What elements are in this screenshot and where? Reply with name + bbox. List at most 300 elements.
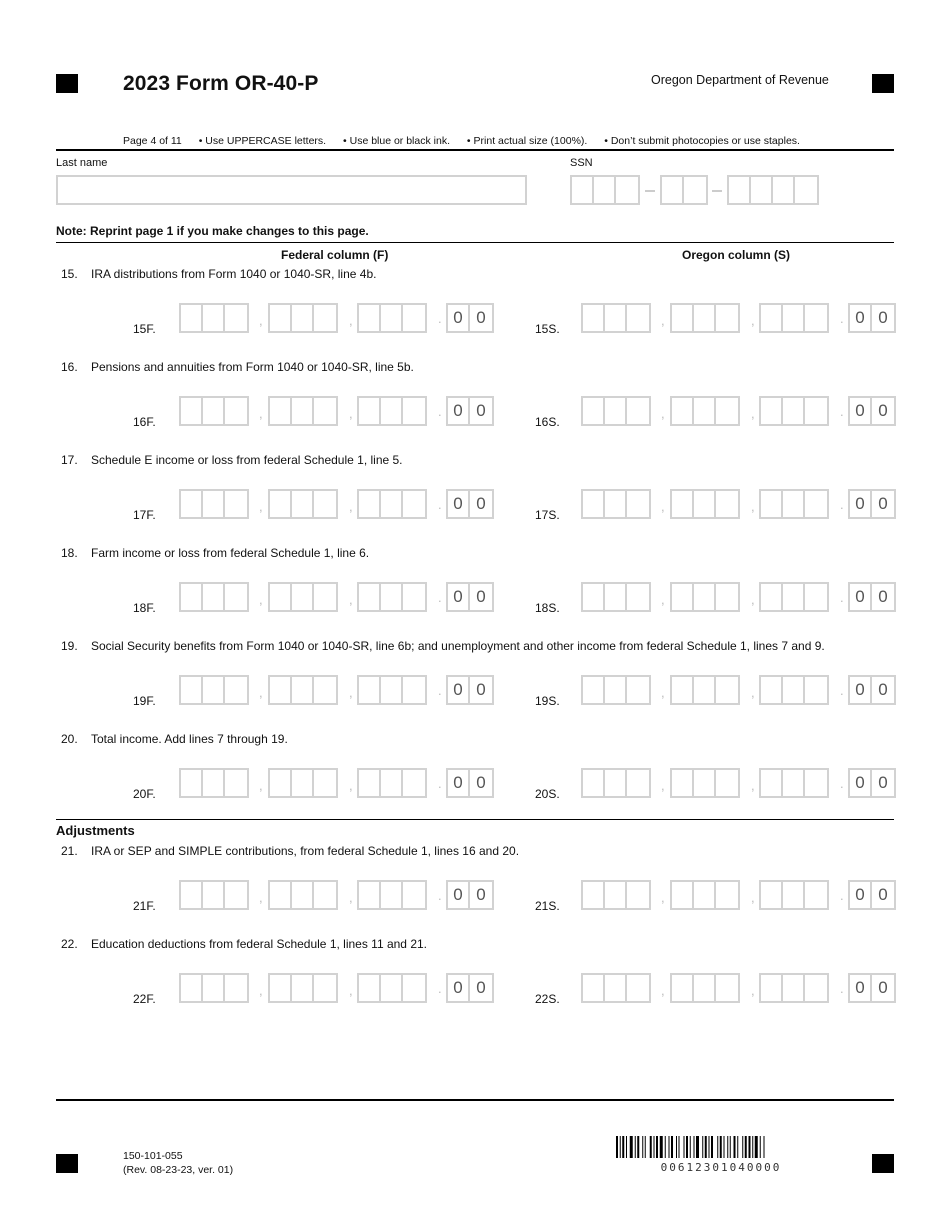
- barcode-bar: [686, 1136, 688, 1158]
- federal-amount-cents[interactable]: [446, 768, 494, 798]
- ssn-part-3[interactable]: [727, 175, 819, 205]
- barcode-bar: [745, 1136, 747, 1158]
- oregon-line-label: 16S.: [535, 415, 560, 429]
- digit-cell[interactable]: [583, 491, 605, 517]
- digit-cell[interactable]: [314, 770, 336, 796]
- oregon-amount-hundreds[interactable]: [759, 489, 829, 519]
- digit-cell[interactable]: [694, 398, 716, 424]
- digit-cell[interactable]: [684, 177, 706, 203]
- digit-cell[interactable]: [783, 882, 805, 908]
- digit-cell[interactable]: [605, 584, 627, 610]
- digit-cell[interactable]: [359, 882, 381, 908]
- federal-amount-millions[interactable]: [179, 768, 249, 798]
- decimal-point: .: [438, 311, 442, 326]
- oregon-amount-millions[interactable]: [581, 880, 651, 910]
- digit-cell[interactable]: 0: [850, 584, 872, 610]
- digit-cell[interactable]: 0: [448, 305, 470, 331]
- digit-cell[interactable]: [805, 305, 827, 331]
- digit-cell[interactable]: [805, 398, 827, 424]
- federal-line-label: 16F.: [133, 415, 156, 429]
- digit-cell[interactable]: [583, 975, 605, 1001]
- federal-amount-cents[interactable]: [446, 489, 494, 519]
- digit-cell[interactable]: [181, 491, 203, 517]
- digit-cell[interactable]: 0: [878, 773, 888, 792]
- digit-cell[interactable]: [181, 584, 203, 610]
- federal-amount-thousands[interactable]: [268, 768, 338, 798]
- federal-amount-cents[interactable]: [446, 675, 494, 705]
- digit-cell[interactable]: [694, 305, 716, 331]
- digit-cell[interactable]: [716, 398, 738, 424]
- digit-cell[interactable]: [605, 491, 627, 517]
- digit-cell[interactable]: [181, 305, 203, 331]
- digit-cell[interactable]: [381, 491, 403, 517]
- digit-cell[interactable]: [225, 882, 247, 908]
- digit-cell[interactable]: [359, 398, 381, 424]
- last-name-input[interactable]: [56, 175, 527, 205]
- digit-cell[interactable]: [783, 491, 805, 517]
- digit-cell[interactable]: [381, 584, 403, 610]
- digit-cell[interactable]: [292, 305, 314, 331]
- oregon-amount-thousands[interactable]: [670, 582, 740, 612]
- digit-cell[interactable]: [605, 975, 627, 1001]
- thousands-separator: ,: [349, 983, 353, 998]
- oregon-amount-cents[interactable]: [848, 303, 896, 333]
- barcode-bar: [669, 1136, 670, 1158]
- digit-cell[interactable]: [783, 975, 805, 1001]
- digit-cell[interactable]: 0: [850, 975, 872, 1001]
- decimal-point: .: [840, 404, 844, 419]
- oregon-line-label: 17S.: [535, 508, 560, 522]
- digit-cell[interactable]: [672, 770, 694, 796]
- ssn-part-1[interactable]: [570, 175, 640, 205]
- digit-cell[interactable]: [381, 398, 403, 424]
- oregon-amount-millions[interactable]: [581, 768, 651, 798]
- oregon-amount-thousands[interactable]: [670, 675, 740, 705]
- digit-cell[interactable]: [359, 677, 381, 703]
- digit-cell[interactable]: [627, 770, 649, 796]
- digit-cell[interactable]: 0: [476, 885, 486, 904]
- oregon-amount-cents[interactable]: [848, 396, 896, 426]
- oregon-amount-hundreds[interactable]: [759, 396, 829, 426]
- line-description: [61, 546, 369, 560]
- digit-cell[interactable]: [225, 305, 247, 331]
- barcode-bar: [660, 1136, 663, 1158]
- digit-cell[interactable]: [203, 975, 225, 1001]
- oregon-amount-thousands[interactable]: [670, 396, 740, 426]
- barcode-bar: [656, 1136, 658, 1158]
- barcode-bar: [755, 1136, 758, 1158]
- oregon-amount-hundreds[interactable]: [759, 880, 829, 910]
- digit-cell[interactable]: [314, 882, 336, 908]
- digit-cell[interactable]: [203, 677, 225, 703]
- digit-cell[interactable]: 0: [850, 882, 872, 908]
- digit-cell[interactable]: [292, 398, 314, 424]
- digit-cell[interactable]: [314, 491, 336, 517]
- thousands-separator: ,: [751, 890, 755, 905]
- barcode-bar: [717, 1136, 718, 1158]
- digit-cell[interactable]: 0: [878, 308, 888, 327]
- federal-amount-hundreds[interactable]: [357, 880, 427, 910]
- digit-cell[interactable]: [225, 677, 247, 703]
- digit-cell[interactable]: [270, 305, 292, 331]
- digit-cell[interactable]: [662, 177, 684, 203]
- barcode-bar: [727, 1136, 728, 1158]
- digit-cell[interactable]: [583, 677, 605, 703]
- registration-mark-bottom-right: [872, 1154, 894, 1173]
- oregon-amount-hundreds[interactable]: [759, 303, 829, 333]
- digit-cell[interactable]: [761, 677, 783, 703]
- digit-cell[interactable]: [270, 677, 292, 703]
- digit-cell[interactable]: [805, 770, 827, 796]
- digit-cell[interactable]: [403, 305, 425, 331]
- digit-cell[interactable]: [694, 770, 716, 796]
- digit-cell[interactable]: [605, 305, 627, 331]
- oregon-amount-hundreds[interactable]: [759, 582, 829, 612]
- digit-cell[interactable]: [403, 770, 425, 796]
- digit-cell[interactable]: [716, 491, 738, 517]
- digit-cell[interactable]: [359, 305, 381, 331]
- oregon-amount-thousands[interactable]: [670, 303, 740, 333]
- digit-cell[interactable]: [225, 584, 247, 610]
- thousands-separator: ,: [259, 499, 263, 514]
- digit-cell[interactable]: [605, 882, 627, 908]
- oregon-amount-cents[interactable]: [848, 880, 896, 910]
- digit-cell[interactable]: [292, 882, 314, 908]
- digit-cell[interactable]: [381, 305, 403, 331]
- digit-cell[interactable]: [292, 491, 314, 517]
- digit-cell[interactable]: [292, 770, 314, 796]
- digit-cell[interactable]: [594, 177, 616, 203]
- digit-cell[interactable]: [716, 882, 738, 908]
- digit-cell[interactable]: 0: [850, 677, 872, 703]
- federal-amount-cents[interactable]: [446, 582, 494, 612]
- oregon-line-label: 20S.: [535, 787, 560, 801]
- digit-cell[interactable]: [761, 305, 783, 331]
- line-number: 17.: [61, 453, 78, 467]
- digit-cell[interactable]: [381, 770, 403, 796]
- federal-amount-cents[interactable]: [446, 396, 494, 426]
- digit-cell[interactable]: [716, 584, 738, 610]
- federal-amount-hundreds[interactable]: [357, 582, 427, 612]
- federal-amount-hundreds[interactable]: [357, 303, 427, 333]
- digit-cell[interactable]: [805, 882, 827, 908]
- digit-cell[interactable]: [672, 398, 694, 424]
- digit-cell[interactable]: [181, 677, 203, 703]
- oregon-line-label: 15S.: [535, 322, 560, 336]
- digit-cell[interactable]: 0: [878, 401, 888, 420]
- digit-cell[interactable]: [225, 491, 247, 517]
- digit-cell[interactable]: [627, 584, 649, 610]
- digit-cell[interactable]: [359, 491, 381, 517]
- federal-line-label: 22F.: [133, 992, 156, 1006]
- federal-amount-thousands[interactable]: [268, 396, 338, 426]
- thousands-separator: ,: [661, 592, 665, 607]
- digit-cell[interactable]: [729, 177, 751, 203]
- line-description: [61, 267, 376, 281]
- digit-cell[interactable]: [627, 305, 649, 331]
- digit-cell[interactable]: [761, 398, 783, 424]
- federal-amount-cents[interactable]: [446, 303, 494, 333]
- federal-line-label: 21F.: [133, 899, 156, 913]
- federal-amount-thousands[interactable]: [268, 973, 338, 1003]
- digit-cell[interactable]: [572, 177, 594, 203]
- digit-cell[interactable]: [270, 584, 292, 610]
- federal-amount-thousands[interactable]: [268, 489, 338, 519]
- digit-cell[interactable]: [583, 305, 605, 331]
- digit-cell[interactable]: [583, 882, 605, 908]
- digit-cell[interactable]: [605, 677, 627, 703]
- digit-cell[interactable]: 0: [878, 680, 888, 699]
- digit-cell[interactable]: [381, 975, 403, 1001]
- oregon-amount-thousands[interactable]: [670, 489, 740, 519]
- digit-cell[interactable]: [761, 975, 783, 1001]
- digit-cell[interactable]: [694, 584, 716, 610]
- digit-cell[interactable]: [761, 770, 783, 796]
- digit-cell[interactable]: [694, 975, 716, 1001]
- digit-cell[interactable]: [203, 882, 225, 908]
- federal-amount-millions[interactable]: [179, 973, 249, 1003]
- digit-cell[interactable]: [314, 677, 336, 703]
- digit-cell[interactable]: 0: [476, 587, 486, 606]
- digit-cell[interactable]: 0: [448, 398, 470, 424]
- digit-cell[interactable]: [773, 177, 795, 203]
- barcode-bar: [705, 1136, 707, 1158]
- federal-line-label: 17F.: [133, 508, 156, 522]
- digit-cell[interactable]: [292, 677, 314, 703]
- barcode-bar: [622, 1136, 624, 1158]
- digit-cell[interactable]: [203, 398, 225, 424]
- digit-cell[interactable]: [672, 677, 694, 703]
- barcode-bar: [752, 1136, 753, 1158]
- digit-cell[interactable]: [203, 305, 225, 331]
- oregon-amount-cents[interactable]: [848, 973, 896, 1003]
- line-number: 15.: [61, 267, 78, 281]
- digit-cell[interactable]: [627, 398, 649, 424]
- digit-cell[interactable]: [583, 584, 605, 610]
- digit-cell[interactable]: [672, 882, 694, 908]
- digit-cell[interactable]: [359, 584, 381, 610]
- oregon-amount-millions[interactable]: [581, 303, 651, 333]
- digit-cell[interactable]: [359, 770, 381, 796]
- federal-amount-cents[interactable]: [446, 973, 494, 1003]
- digit-cell[interactable]: [761, 491, 783, 517]
- line-text: Education deductions from federal Schedule 1, lines 11 and 21.: [91, 937, 427, 951]
- digit-cell[interactable]: [181, 882, 203, 908]
- digit-cell[interactable]: [403, 975, 425, 1001]
- digit-cell[interactable]: [627, 882, 649, 908]
- digit-cell[interactable]: [783, 305, 805, 331]
- barcode-number: 00612301040000: [660, 1161, 782, 1174]
- digit-cell[interactable]: [783, 398, 805, 424]
- federal-amount-thousands[interactable]: [268, 582, 338, 612]
- instructions-bar: [123, 135, 814, 147]
- digit-cell[interactable]: [672, 584, 694, 610]
- digit-cell[interactable]: [403, 398, 425, 424]
- digit-cell[interactable]: [783, 677, 805, 703]
- digit-cell[interactable]: 0: [878, 978, 888, 997]
- digit-cell[interactable]: [403, 677, 425, 703]
- oregon-amount-millions[interactable]: [581, 396, 651, 426]
- digit-cell[interactable]: [795, 177, 817, 203]
- oregon-amount-cents[interactable]: [848, 675, 896, 705]
- line-description: [61, 453, 403, 467]
- digit-cell[interactable]: [716, 305, 738, 331]
- federal-amount-thousands[interactable]: [268, 303, 338, 333]
- digit-cell[interactable]: [403, 584, 425, 610]
- federal-amount-thousands[interactable]: [268, 675, 338, 705]
- agency-name: Oregon Department of Revenue: [651, 73, 829, 87]
- digit-cell[interactable]: [181, 398, 203, 424]
- digit-cell[interactable]: [381, 677, 403, 703]
- digit-cell[interactable]: 0: [878, 494, 888, 513]
- federal-amount-millions[interactable]: [179, 396, 249, 426]
- federal-amount-hundreds[interactable]: [357, 973, 427, 1003]
- digit-cell[interactable]: [716, 770, 738, 796]
- oregon-amount-millions[interactable]: [581, 675, 651, 705]
- federal-amount-hundreds[interactable]: [357, 489, 427, 519]
- oregon-amount-hundreds[interactable]: [759, 675, 829, 705]
- digit-cell[interactable]: [403, 882, 425, 908]
- digit-cell[interactable]: [270, 882, 292, 908]
- digit-cell[interactable]: 0: [448, 491, 470, 517]
- digit-cell[interactable]: [225, 975, 247, 1001]
- digit-cell[interactable]: 0: [850, 398, 872, 424]
- barcode-bar: [665, 1136, 666, 1158]
- digit-cell[interactable]: 0: [476, 773, 486, 792]
- oregon-amount-hundreds[interactable]: [759, 973, 829, 1003]
- digit-cell[interactable]: [805, 677, 827, 703]
- digit-cell[interactable]: 0: [448, 770, 470, 796]
- federal-amount-thousands[interactable]: [268, 880, 338, 910]
- federal-amount-cents[interactable]: [446, 880, 494, 910]
- digit-cell[interactable]: [314, 975, 336, 1001]
- oregon-amount-thousands[interactable]: [670, 768, 740, 798]
- oregon-amount-thousands[interactable]: [670, 973, 740, 1003]
- federal-amount-millions[interactable]: [179, 675, 249, 705]
- digit-cell[interactable]: [605, 398, 627, 424]
- federal-amount-hundreds[interactable]: [357, 675, 427, 705]
- federal-amount-millions[interactable]: [179, 303, 249, 333]
- federal-amount-millions[interactable]: [179, 489, 249, 519]
- oregon-amount-millions[interactable]: [581, 489, 651, 519]
- digit-cell[interactable]: [627, 677, 649, 703]
- digit-cell[interactable]: [627, 491, 649, 517]
- digit-cell[interactable]: 0: [476, 680, 486, 699]
- digit-cell[interactable]: [805, 491, 827, 517]
- digit-cell[interactable]: [314, 398, 336, 424]
- digit-cell[interactable]: [225, 770, 247, 796]
- federal-amount-hundreds[interactable]: [357, 768, 427, 798]
- oregon-amount-hundreds[interactable]: [759, 768, 829, 798]
- digit-cell[interactable]: [627, 975, 649, 1001]
- digit-cell[interactable]: [403, 491, 425, 517]
- digit-cell[interactable]: [203, 491, 225, 517]
- digit-cell[interactable]: [181, 975, 203, 1001]
- thousands-separator: ,: [349, 890, 353, 905]
- digit-cell[interactable]: [783, 584, 805, 610]
- ssn-part-2[interactable]: [660, 175, 708, 205]
- oregon-amount-millions[interactable]: [581, 973, 651, 1003]
- federal-amount-millions[interactable]: [179, 880, 249, 910]
- digit-cell[interactable]: [292, 584, 314, 610]
- barcode-bar: [711, 1136, 713, 1158]
- digit-cell[interactable]: [292, 975, 314, 1001]
- oregon-amount-cents[interactable]: [848, 489, 896, 519]
- oregon-amount-cents[interactable]: [848, 768, 896, 798]
- barcode-bar: [630, 1136, 633, 1158]
- digit-cell[interactable]: 0: [476, 308, 486, 327]
- digit-cell[interactable]: [761, 882, 783, 908]
- digit-cell[interactable]: [672, 491, 694, 517]
- digit-cell[interactable]: [270, 975, 292, 1001]
- digit-cell[interactable]: [805, 584, 827, 610]
- digit-cell[interactable]: [751, 177, 773, 203]
- digit-cell[interactable]: [359, 975, 381, 1001]
- digit-cell[interactable]: [694, 882, 716, 908]
- digit-cell[interactable]: [270, 491, 292, 517]
- digit-cell[interactable]: [381, 882, 403, 908]
- digit-cell[interactable]: [225, 398, 247, 424]
- federal-amount-hundreds[interactable]: [357, 396, 427, 426]
- digit-cell[interactable]: [270, 770, 292, 796]
- line-description: [61, 732, 288, 746]
- digit-cell[interactable]: [716, 677, 738, 703]
- barcode-bar: [724, 1136, 725, 1158]
- digit-cell[interactable]: [270, 398, 292, 424]
- digit-cell[interactable]: 0: [476, 401, 486, 420]
- digit-cell[interactable]: [203, 770, 225, 796]
- barcode-bar: [671, 1136, 673, 1158]
- digit-cell[interactable]: 0: [448, 975, 470, 1001]
- thousands-separator: ,: [259, 592, 263, 607]
- digit-cell[interactable]: 0: [878, 885, 888, 904]
- digit-cell[interactable]: 0: [878, 587, 888, 606]
- digit-cell[interactable]: [672, 305, 694, 331]
- digit-cell[interactable]: [605, 770, 627, 796]
- digit-cell[interactable]: [314, 305, 336, 331]
- digit-cell[interactable]: 0: [448, 584, 470, 610]
- digit-cell[interactable]: [314, 584, 336, 610]
- oregon-amount-millions[interactable]: [581, 582, 651, 612]
- digit-cell[interactable]: [181, 770, 203, 796]
- decimal-point: .: [438, 404, 442, 419]
- digit-cell[interactable]: [583, 398, 605, 424]
- oregon-amount-thousands[interactable]: [670, 880, 740, 910]
- digit-cell[interactable]: [783, 770, 805, 796]
- digit-cell[interactable]: [694, 677, 716, 703]
- thousands-separator: ,: [259, 313, 263, 328]
- barcode: [616, 1136, 826, 1158]
- digit-cell[interactable]: [761, 584, 783, 610]
- thousands-separator: ,: [751, 778, 755, 793]
- digit-cell[interactable]: 0: [448, 677, 470, 703]
- digit-cell[interactable]: 0: [448, 882, 470, 908]
- digit-cell[interactable]: [694, 491, 716, 517]
- digit-cell[interactable]: [672, 975, 694, 1001]
- digit-cell[interactable]: [716, 975, 738, 1001]
- digit-cell[interactable]: [583, 770, 605, 796]
- digit-cell[interactable]: 0: [476, 494, 486, 513]
- federal-amount-millions[interactable]: [179, 582, 249, 612]
- digit-cell[interactable]: 0: [850, 305, 872, 331]
- digit-cell[interactable]: 0: [850, 491, 872, 517]
- oregon-amount-cents[interactable]: [848, 582, 896, 612]
- digit-cell[interactable]: [805, 975, 827, 1001]
- digit-cell[interactable]: [203, 584, 225, 610]
- digit-cell[interactable]: [616, 177, 638, 203]
- digit-cell[interactable]: 0: [850, 770, 872, 796]
- digit-cell[interactable]: 0: [476, 978, 486, 997]
